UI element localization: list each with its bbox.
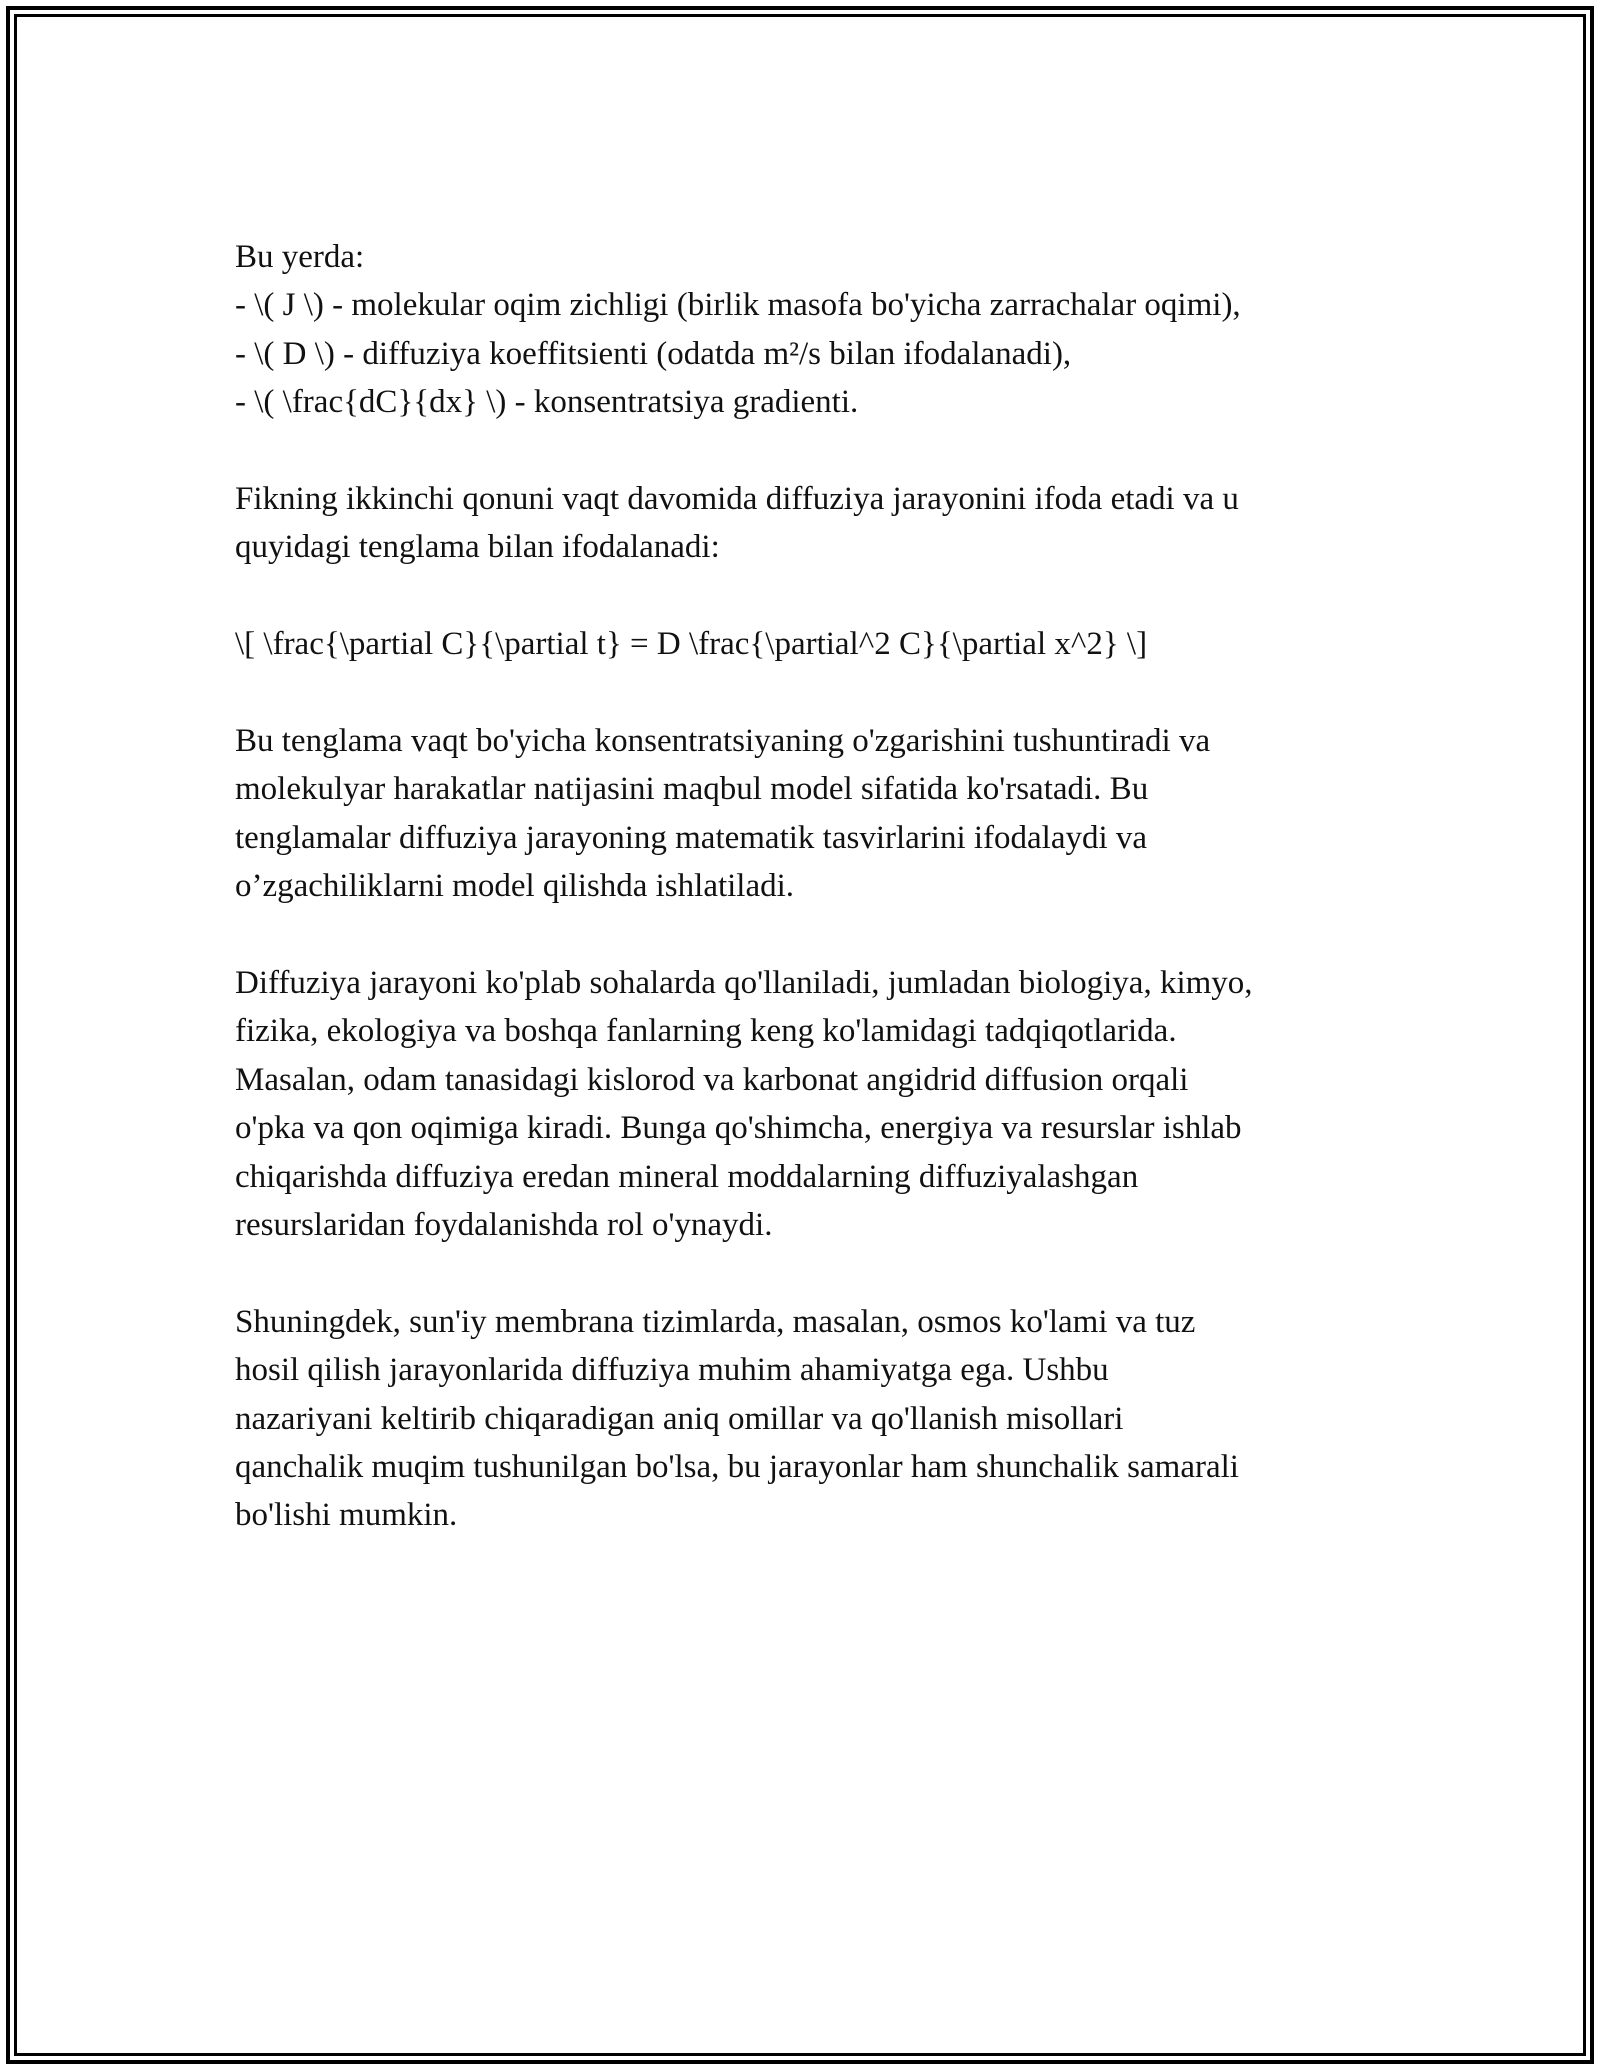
definition-item-gradient: - \( \frac{dC}{dx} \) - konsentratsiya gradienti.	[235, 384, 859, 421]
paragraph-line: Fikning ikkinchi qonuni vaqt davomida diffuziya jarayonini ifoda etadi va u	[235, 481, 1239, 518]
paragraph-line: resurslaridan foydalanishda rol o'ynaydi.	[235, 1207, 773, 1244]
diffusion-equation: \[ \frac{\partial C}{\partial t} = D \frac{\partial^2 C}{\partial x^2} \]	[235, 626, 1148, 663]
definitions-intro: Bu yerda:	[235, 239, 365, 275]
paragraph-line: Bu tenglama vaqt bo'yicha konsentratsiyaning o'zgarishini tushuntiradi va	[235, 723, 1211, 760]
paragraph-line: qanchalik muqim tushunilgan bo'lsa, bu jarayonlar ham shunchalik samarali	[235, 1449, 1239, 1486]
document-body	[235, 233, 1375, 1588]
paragraph-line: fizika, ekologiya va boshqa fanlarning keng ko'lamidagi tadqiqotlarida.	[235, 1013, 1177, 1050]
paragraph-line: nazariyani keltirib chiqaradigan aniq omillar va qo'llanish misollari	[235, 1400, 1124, 1437]
paragraph-line: Shuningdek, sun'iy membrana tizimlarda, masalan, osmos ko'lami va tuz	[235, 1303, 1196, 1340]
paragraph-equation-explanation	[235, 717, 1375, 911]
paragraph-line: chiqarishda diffuziya eredan mineral moddalarning diffuziyalashgan	[235, 1158, 1139, 1195]
equation-block	[235, 620, 1375, 668]
paragraph-line: tenglamalar diffuziya jarayoning matematik tasvirlarini ifodalaydi va	[235, 819, 1148, 856]
paragraph-fick-second-law	[235, 475, 1375, 572]
definition-item-d: - \( D \) - diffuziya koeffitsienti (odatda m²/s bilan ifodalanadi),	[235, 335, 1072, 372]
paragraph-line: o’zgachiliklarni model qilishda ishlatiladi.	[235, 868, 795, 905]
definitions-block	[235, 233, 1375, 427]
paragraph-line: hosil qilish jarayonlarida diffuziya muhim ahamiyatga ega. Ushbu	[235, 1352, 1109, 1389]
definition-item-j: - \( J \) - molekular oqim zichligi (birlik masofa bo'yicha zarrachalar oqimi),	[235, 287, 1241, 324]
paragraph-applications	[235, 959, 1375, 1249]
paragraph-line: Diffuziya jarayoni ko'plab sohalarda qo'llaniladi, jumladan biologiya, kimyo,	[235, 965, 1253, 1002]
paragraph-line: quyidagi tenglama bilan ifodalanadi:	[235, 529, 720, 566]
paragraph-line: o'pka va qon oqimiga kiradi. Bunga qo'shimcha, energiya va resurslar ishlab	[235, 1110, 1242, 1147]
paragraph-line: Masalan, odam tanasidagi kislorod va karbonat angidrid diffusion orqali	[235, 1061, 1189, 1098]
paragraph-line: molekulyar harakatlar natijasini maqbul model sifatida ko'rsatadi. Bu	[235, 771, 1149, 808]
paragraph-membrane-systems	[235, 1298, 1375, 1540]
paragraph-line: bo'lishi mumkin.	[235, 1497, 458, 1534]
